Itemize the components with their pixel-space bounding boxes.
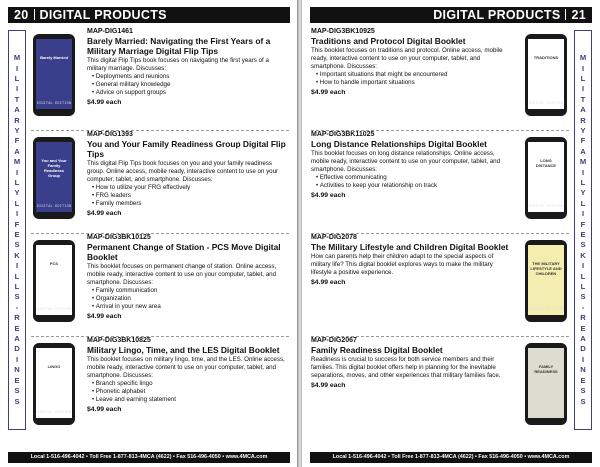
- cover-title: Barely Married: [40, 55, 68, 60]
- feature-list: [316, 71, 513, 87]
- feature-list: [92, 287, 289, 311]
- sidebar-letter: F: [14, 136, 20, 146]
- product-cover-image: [36, 39, 72, 109]
- cover-caption: DIGITAL EDITION: [36, 411, 72, 415]
- product-card[interactable]: [31, 337, 289, 440]
- product-details: [311, 131, 513, 200]
- feature-item: • Phonetic alphabet: [92, 388, 289, 396]
- feature-item: • Deployments and reunions: [92, 73, 289, 81]
- sidebar-letter: L: [580, 177, 586, 187]
- cover-caption: DIGITAL EDITION: [36, 205, 72, 209]
- sidebar-letter: S: [14, 240, 20, 250]
- sidebar-letter: F: [14, 219, 20, 229]
- product-price: $4.99 each: [87, 313, 122, 320]
- product-description: This digital Flip Tips book focuses on navigating the first years of a military marriage. Discusses:: [87, 57, 269, 72]
- sidebar-letter: S: [580, 386, 586, 396]
- product-cover-image: [528, 142, 564, 212]
- sidebar-letter: E: [580, 375, 586, 385]
- cover-caption: DIGITAL EDITION: [36, 102, 72, 106]
- right-product-list: [311, 28, 569, 443]
- left-product-list: [31, 28, 289, 443]
- feature-item: • How to handle important situations: [316, 79, 513, 87]
- sidebar-letter: M: [13, 53, 21, 63]
- cover-title: PCS: [49, 261, 59, 266]
- product-details: [87, 28, 289, 107]
- right-footer: Local 1-516-496-4042 • Toll Free 1-877-813-4MCA (4622) • Fax 516-496-4050 • www.4MCA.com: [310, 452, 592, 463]
- sidebar-letter: L: [14, 198, 20, 208]
- sidebar-letter: L: [14, 73, 20, 83]
- feature-item: • Effective communicating: [316, 174, 513, 182]
- cover-caption: DIGITAL EDITION: [528, 308, 564, 312]
- product-cover-image: [36, 142, 72, 212]
- sidebar-letter: D: [14, 344, 20, 354]
- sidebar-letter: M: [13, 157, 21, 167]
- product-description: How can parents help their children adapt to the special aspects of military life? This digital booklet explores ways to make the military lifestyle a positive experience.: [311, 253, 494, 276]
- sidebar-letter: I: [15, 354, 19, 364]
- cover-title: TRADITIONS: [533, 55, 559, 60]
- sidebar-letter: T: [14, 94, 20, 104]
- phone-mockup: [525, 343, 567, 425]
- sidebar-letter: L: [580, 282, 586, 292]
- product-description: Readiness is crucial to success for both service members and their families. This digital booklet offers help in planning for the inevitable separations, moves, and other experiences that military families face.: [311, 356, 501, 379]
- left-page-header: [8, 7, 290, 23]
- sidebar-letter: I: [15, 209, 19, 219]
- sidebar-letter: A: [14, 146, 20, 156]
- product-cover-image: [528, 245, 564, 315]
- feature-item: • Leave and earning statement: [92, 396, 289, 404]
- product-sku: MAP-DIG2078: [311, 234, 357, 241]
- sidebar-letter: F: [580, 136, 586, 146]
- product-title[interactable]: Barely Married: Navigating the First Years of a Military Marriage Digital Flip Tips: [87, 36, 271, 56]
- product-sku: MAP-DIG3BK11025: [311, 131, 375, 138]
- sidebar-letter: I: [15, 84, 19, 94]
- phone-mockup: [33, 137, 75, 219]
- feature-item: • Important situations that might be encountered: [316, 71, 513, 79]
- product-sku: MAP-DIG3BK10125: [87, 234, 151, 241]
- product-price: $4.99 each: [311, 382, 346, 389]
- feature-item: • Branch specific lingo: [92, 380, 289, 388]
- sidebar-letter: R: [580, 115, 586, 125]
- sidebar-letter: I: [581, 261, 585, 271]
- sidebar-letter: E: [580, 323, 586, 333]
- feature-item: • Arrival in your new area: [92, 303, 289, 311]
- product-sku: MAP-DIG1461: [87, 28, 133, 35]
- right-sidebar-tab: [574, 30, 592, 430]
- product-cover-image: [528, 348, 564, 418]
- sidebar-letter: R: [14, 313, 20, 323]
- cover-caption: DIGITAL EDITION: [528, 205, 564, 209]
- product-title[interactable]: Military Lingo, Time, and the LES Digital Booklet: [87, 345, 280, 355]
- product-description: This booklet focuses on permanent change of station. Online access, mobile ready, interactive content to use on your computer, tablet, and smartphone. Discusses:: [87, 263, 277, 286]
- left-sidebar-tab: [8, 30, 26, 430]
- sidebar-letter: S: [580, 240, 586, 250]
- product-details: [311, 337, 513, 390]
- sidebar-letter: E: [14, 230, 20, 239]
- phone-mockup: [33, 343, 75, 425]
- sidebar-letter: A: [580, 146, 586, 156]
- product-price: $4.99 each: [311, 89, 346, 96]
- sidebar-letter: R: [580, 313, 586, 323]
- sidebar-letter: S: [14, 292, 20, 302]
- cover-title: LONG DISTANCE: [535, 158, 557, 168]
- feature-list: [92, 184, 289, 208]
- product-card[interactable]: [311, 131, 569, 234]
- sidebar-letter: Y: [580, 125, 586, 135]
- sidebar-letter: L: [14, 282, 20, 292]
- product-description: This booklet focuses on traditions and protocol. Online access, mobile ready, interactive content to use on your computer, tablet, and smartphone. Discusses:: [311, 47, 503, 70]
- sidebar-letter: A: [14, 334, 20, 344]
- sidebar-letter: S: [580, 396, 586, 406]
- sidebar-letter: M: [579, 157, 587, 167]
- sidebar-letter: M: [579, 53, 587, 63]
- product-price: $4.99 each: [311, 279, 346, 286]
- cover-caption: DIGITAL EDITION: [528, 102, 564, 106]
- product-sku: MAP-DIG3BK10925: [311, 28, 375, 35]
- sidebar-letter: Y: [580, 188, 586, 198]
- phone-mockup: [525, 240, 567, 322]
- product-sku: MAP-DIG3BK10825: [87, 337, 151, 344]
- left-page: [0, 0, 298, 467]
- cover-title: THE MILITARY LIFESTYLE AND CHILDREN: [530, 261, 562, 276]
- sidebar-letter: I: [15, 261, 19, 271]
- sidebar-letter: L: [14, 177, 20, 187]
- sidebar-letter: I: [15, 167, 19, 177]
- product-card[interactable]: [311, 337, 569, 440]
- product-card[interactable]: [31, 234, 289, 337]
- product-card[interactable]: [31, 131, 289, 234]
- sidebar-letter: A: [580, 105, 586, 115]
- product-title[interactable]: The Military Lifestyle and Children Digital Booklet: [311, 242, 509, 252]
- cover-title: You and Your Family Readiness Group: [41, 158, 67, 178]
- phone-mockup: [33, 240, 75, 322]
- section-title: DIGITAL PRODUCTS: [39, 8, 167, 22]
- sidebar-letter: I: [581, 209, 585, 219]
- feature-item: • Organization: [92, 295, 289, 303]
- sidebar-letter: F: [580, 219, 586, 229]
- sidebar-letter: L: [580, 271, 586, 281]
- sidebar-letter: E: [14, 323, 20, 333]
- sidebar-letter: I: [15, 63, 19, 73]
- product-price: $4.99 each: [87, 210, 122, 217]
- right-page: [302, 0, 600, 467]
- feature-item: • General military knowledge: [92, 81, 289, 89]
- product-details: [311, 234, 513, 287]
- product-details: [311, 28, 513, 97]
- header-divider: [565, 9, 566, 20]
- product-cover-image: [36, 348, 72, 418]
- page-number: 21: [571, 8, 586, 22]
- sidebar-letter: K: [14, 250, 20, 260]
- product-title[interactable]: You and Your Family Readiness Group Digital Flip Tips: [87, 139, 286, 159]
- sidebar-letter: A: [14, 105, 20, 115]
- sidebar-letter: D: [580, 344, 586, 354]
- product-price: $4.99 each: [87, 406, 122, 413]
- right-page-header: [310, 7, 592, 23]
- page-number: 20: [14, 8, 29, 22]
- product-card[interactable]: [311, 234, 569, 337]
- feature-item: • Advice on support groups: [92, 89, 289, 97]
- cover-caption: DIGITAL EDITION: [36, 308, 72, 312]
- feature-item: • Family communication: [92, 287, 289, 295]
- feature-list: [316, 174, 513, 190]
- sidebar-letter: R: [14, 115, 20, 125]
- product-price: $4.99 each: [311, 192, 346, 199]
- product-sku: MAP-DIG2067: [311, 337, 357, 344]
- product-cover-image: [528, 39, 564, 109]
- feature-list: [92, 73, 289, 97]
- product-title[interactable]: Long Distance Relationships Digital Booklet: [311, 139, 487, 149]
- feature-item: • Activities to keep your relationship on track: [316, 182, 513, 190]
- product-price: $4.99 each: [87, 99, 122, 106]
- sidebar-letter: -: [15, 302, 19, 312]
- sidebar-letter: S: [14, 386, 20, 396]
- sidebar-letter: L: [580, 198, 586, 208]
- phone-mockup: [525, 34, 567, 116]
- sidebar-letter: Y: [14, 125, 20, 135]
- cover-title: FAMILY READINESS: [534, 364, 558, 374]
- product-description: This digital Flip Tips book focuses on you and your family readiness group. Online access, mobile ready, interactive content to use on your computer, tablet, and smartphone. Discusses:: [87, 160, 279, 183]
- product-description: This booklet focuses on long distance relationships. Online access, mobile ready, interactive content to use on your computer, tablet, and smartphone. Discusses:: [311, 150, 501, 173]
- product-sku: MAP-DIG1393: [87, 131, 133, 138]
- cover-title: LINGO: [47, 364, 61, 369]
- left-footer: Local 1-516-496-4042 • Toll Free 1-877-813-4MCA (4622) • Fax 516-496-4050 • www.4MCA.com: [8, 452, 290, 463]
- product-title[interactable]: Permanent Change of Station - PCS Move Digital Booklet: [87, 242, 281, 262]
- sidebar-letter: S: [14, 396, 20, 406]
- sidebar-letter: L: [14, 271, 20, 281]
- sidebar-letter: I: [581, 63, 585, 73]
- cover-caption: DIGITAL EDITION: [528, 411, 564, 415]
- product-card[interactable]: [31, 28, 289, 131]
- sidebar-letter: Y: [14, 188, 20, 198]
- sidebar-letter: K: [580, 250, 586, 260]
- sidebar-letter: I: [581, 354, 585, 364]
- sidebar-letter: I: [581, 167, 585, 177]
- product-cover-image: [36, 245, 72, 315]
- sidebar-letter: -: [581, 302, 585, 312]
- sidebar-letter: A: [580, 334, 586, 344]
- sidebar-letter: N: [580, 365, 586, 375]
- sidebar-letter: L: [580, 73, 586, 83]
- phone-mockup: [525, 137, 567, 219]
- header-divider: [34, 9, 35, 20]
- product-description: This booklet focuses on military lingo, time, and the LES. Online access, mobile ready, interactive content to use on your computer, tablet, and smartphone. Discusses:: [87, 356, 285, 379]
- product-details: [87, 131, 289, 218]
- section-title: DIGITAL PRODUCTS: [433, 8, 561, 22]
- product-details: [87, 234, 289, 321]
- product-title[interactable]: Traditions and Protocol Digital Booklet: [311, 36, 466, 46]
- feature-list: [92, 380, 289, 404]
- feature-item: • Family members: [92, 200, 289, 208]
- sidebar-letter: I: [581, 84, 585, 94]
- phone-mockup: [33, 34, 75, 116]
- sidebar-letter: E: [580, 230, 586, 239]
- product-details: [87, 337, 289, 414]
- sidebar-letter: E: [14, 375, 20, 385]
- feature-item: • How to utilize your FRG effectively: [92, 184, 289, 192]
- sidebar-letter: S: [580, 292, 586, 302]
- feature-item: • FRG leaders: [92, 192, 289, 200]
- product-title[interactable]: Family Readiness Digital Booklet: [311, 345, 443, 355]
- sidebar-letter: N: [14, 365, 20, 375]
- product-card[interactable]: [311, 28, 569, 131]
- sidebar-letter: T: [580, 94, 586, 104]
